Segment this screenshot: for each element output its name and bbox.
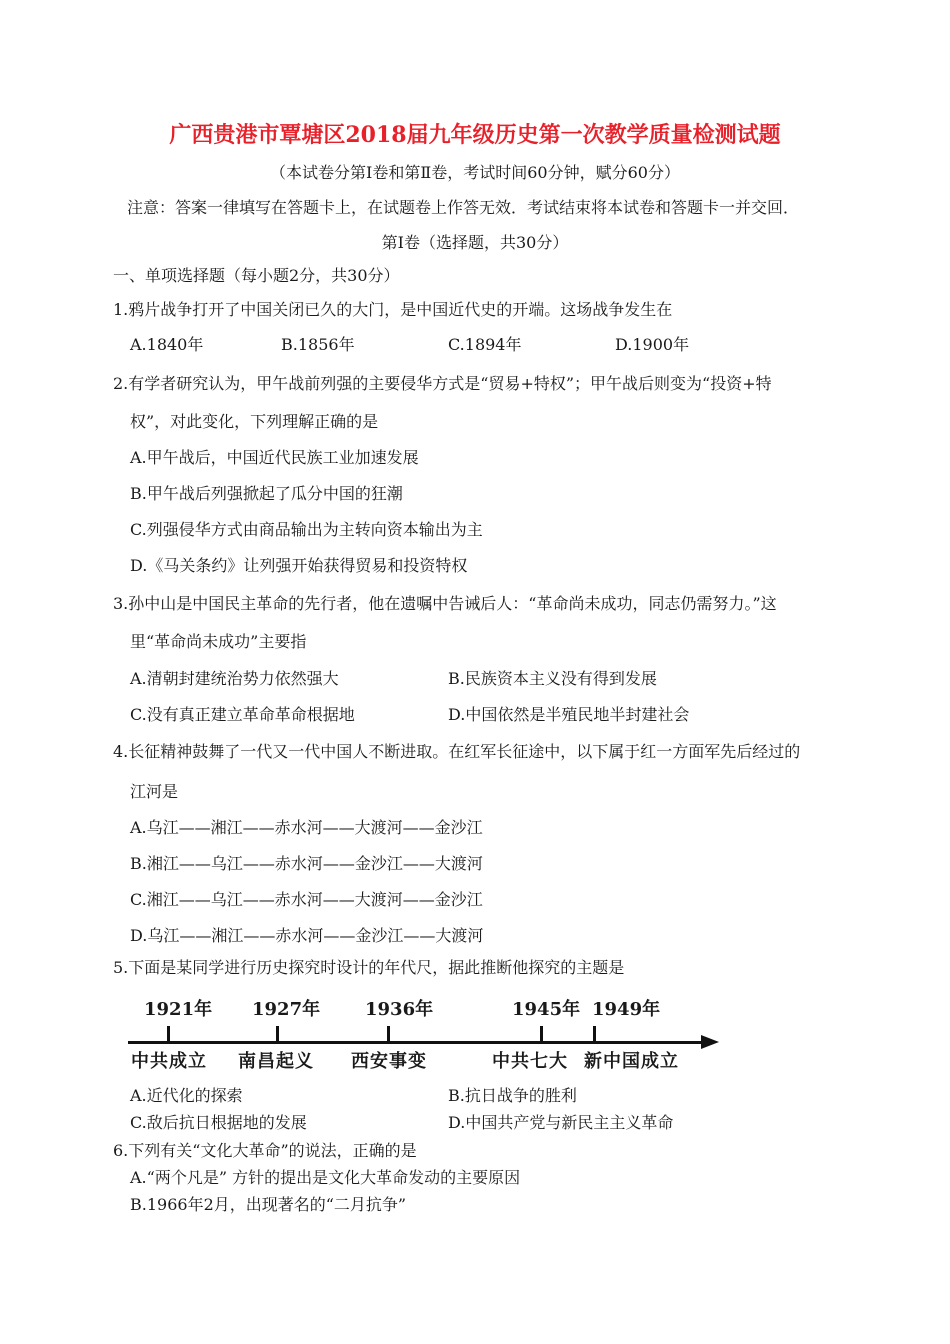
question-3-stem-line-2: 里“革命尚未成功”主要指 <box>130 632 307 651</box>
timeline-year: 1921年 <box>144 999 213 1020</box>
question-3-option-d: D.中国依然是半殖民地半封建社会 <box>448 705 690 724</box>
exam-title: 广西贵港市覃塘区2018届九年级历史第一次教学质量检测试题 <box>169 122 781 148</box>
timeline-event: 新中国成立 <box>584 1051 679 1072</box>
timeline-tick <box>540 1026 543 1042</box>
timeline-year: 1936年 <box>365 999 434 1020</box>
question-1-option-a: A.1840年 <box>130 335 204 354</box>
part-heading: 第Ⅰ卷（选择题，共30分） <box>381 233 569 252</box>
question-4-option-d: D.乌江——湘江——赤水河——金沙江——大渡河 <box>130 926 484 945</box>
timeline-tick <box>167 1026 170 1042</box>
timeline-year: 1949年 <box>592 999 661 1020</box>
question-3-option-a: A.清朝封建统治势力依然强大 <box>130 669 339 688</box>
timeline-arrow-icon <box>701 1035 719 1049</box>
question-2-option-c: C.列强侵华方式由商品输出为主转向资本输出为主 <box>130 520 483 539</box>
question-6-option-b: B.1966年2月，出现著名的“二月抗争” <box>130 1195 407 1214</box>
question-6-stem: 6.下列有关“文化大革命”的说法，正确的是 <box>113 1141 417 1160</box>
timeline-event: 西安事变 <box>351 1051 427 1072</box>
question-5-option-c: C.敌后抗日根据地的发展 <box>130 1113 307 1132</box>
timeline-event: 中共七大 <box>492 1051 568 1072</box>
question-1-option-b: B.1856年 <box>281 335 355 354</box>
timeline-year: 1927年 <box>252 999 321 1020</box>
timeline-year: 1945年 <box>512 999 581 1020</box>
timeline-tick <box>387 1026 390 1042</box>
question-4-option-b: B.湘江——乌江——赤水河——金沙江——大渡河 <box>130 854 483 873</box>
timeline-tick <box>593 1026 596 1042</box>
question-4-option-c: C.湘江——乌江——赤水河——大渡河——金沙江 <box>130 890 483 909</box>
question-3-option-c: C.没有真正建立革命革命根据地 <box>130 705 355 724</box>
exam-subtitle: （本试卷分第Ⅰ卷和第Ⅱ卷，考试时间60分钟，赋分60分） <box>270 163 680 182</box>
question-1-option-d: D.1900年 <box>615 335 690 354</box>
question-6-option-a: A.“两个凡是” 方针的提出是文化大革命发动的主要原因 <box>130 1168 521 1187</box>
question-2-option-d: D.《马关条约》让列强开始获得贸易和投资特权 <box>130 556 468 575</box>
timeline-tick <box>276 1026 279 1042</box>
question-4-stem-line-2: 江河是 <box>130 782 179 801</box>
exam-notice: 注意：答案一律填写在答题卡上，在试题卷上作答无效．考试结束将本试卷和答题卡一并交回． <box>127 198 800 217</box>
question-5-option-d: D.中国共产党与新民主主义革命 <box>448 1113 674 1132</box>
question-2-stem-line-1: 2.有学者研究认为，甲午战前列强的主要侵华方式是“贸易+特权”；甲午战后则变为“投资+特 <box>113 374 772 393</box>
timeline-event: 中共成立 <box>131 1051 207 1072</box>
question-3-stem-line-1: 3.孙中山是中国民主革命的先行者，他在遗嘱中告诫后人：“革命尚未成功，同志仍需努力。”这 <box>113 594 777 613</box>
section-heading: 一、单项选择题（每小题2分，共30分） <box>113 266 400 285</box>
question-3-option-b: B.民族资本主义没有得到发展 <box>448 669 657 688</box>
question-5-option-a: A.近代化的探索 <box>130 1086 243 1105</box>
question-4-option-a: A.乌江——湘江——赤水河——大渡河——金沙江 <box>130 818 483 837</box>
question-5-stem: 5.下面是某同学进行历史探究时设计的年代尺，据此推断他探究的主题是 <box>113 958 625 977</box>
question-2-stem-line-2: 权”，对此变化，下列理解正确的是 <box>130 412 379 431</box>
question-1-option-c: C.1894年 <box>448 335 522 354</box>
question-4-stem-line-1: 4.长征精神鼓舞了一代又一代中国人不断进取。在红军长征途中，以下属于红一方面军先后经过的 <box>113 742 801 761</box>
question-2-option-b: B.甲午战后列强掀起了瓜分中国的狂潮 <box>130 484 403 503</box>
timeline-axis <box>128 1041 703 1044</box>
question-2-option-a: A.甲午战后，中国近代民族工业加速发展 <box>130 448 419 467</box>
question-1-stem: 1.鸦片战争打开了中国关闭已久的大门，是中国近代史的开端。这场战争发生在 <box>113 300 673 319</box>
question-5-option-b: B.抗日战争的胜利 <box>448 1086 577 1105</box>
timeline-event: 南昌起义 <box>238 1051 314 1072</box>
